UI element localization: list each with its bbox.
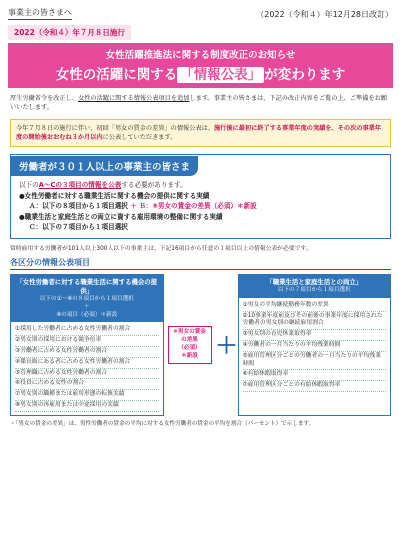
lead-a: 以下の: [19, 181, 39, 190]
top-bar: [0, 0, 401, 20]
opportunity-column: [10, 274, 164, 416]
addressee: 事業主の皆さまへ: [8, 7, 72, 20]
section-body: [11, 176, 390, 238]
large-employer-section: [10, 154, 391, 239]
wage-gap-required: （必須）: [178, 344, 201, 351]
banner-title-pre: 女性の活躍に関する: [55, 67, 178, 83]
balance-title: 「職業生活と家庭生活との両立」: [266, 277, 363, 286]
revision-date: （2022（令和４）年12月28日改訂）: [256, 10, 393, 19]
effective-date-label: 2022（令和４）年７月８日施行: [8, 25, 131, 40]
wage-gap-box: [168, 326, 212, 363]
list-item: ⑤管理職に占める女性労働者の割合: [15, 369, 159, 380]
list-item: ⑦男女別の職種または雇用形態の転換実績: [15, 390, 159, 401]
wage-gap-item: [168, 274, 212, 416]
intro-text-underlined: 女性の活躍に関する情報公表項目を追加: [78, 95, 190, 102]
lead-b: する必要があります。: [121, 181, 187, 190]
item-a: Ａ：以下の８項目から１項目選択: [29, 202, 128, 211]
intro-text-a: 厚生労働省令を改正し、: [10, 95, 79, 102]
item-c: Ｃ：以下の７項目から１項目選択: [29, 223, 128, 232]
list-item: ②10事業年度前及びその前後の事業年度に採用された労働者の男女別の継続雇用割合: [243, 312, 387, 331]
balance-column: [238, 274, 392, 416]
notice-text-c: に公表していただきます。: [102, 133, 177, 141]
list-item: ⑥有給休暇取得率: [243, 370, 387, 381]
list-item: ③男女別の育児休業取得率: [243, 330, 387, 341]
list-item: ③労働者に占める女性労働者の割合: [15, 347, 159, 358]
bullet-opportunity: ●女性労働者に対する職業生活に関する機会の提供に関する実績: [19, 191, 210, 200]
opportunity-sub1: 以下の①～⑧の８項目から１項目選択: [39, 295, 134, 302]
balance-sub: 以下の７項目から１項目選択: [277, 286, 351, 293]
balance-column-header: [239, 275, 391, 298]
list-item: ⑤雇用管理区分ごとの労働者の一月当たりの平均残業時間: [243, 352, 387, 371]
list-item: ④労働者の一月当たりの平均残業時間: [243, 341, 387, 352]
banner-title-post: が変わります: [264, 67, 346, 83]
notice-text-a: 今年７月８日の施行に伴い、初回「男女の賃金の差異」の情報公表は、: [16, 124, 214, 132]
item-a-line: [19, 201, 382, 212]
list-item: ②男女別の採用における競争倍率: [15, 336, 159, 347]
section-lead: [19, 180, 382, 191]
plus-icon: ＋: [215, 334, 238, 360]
banner-title: [8, 63, 393, 83]
list-item: ⑦雇用管理区分ごとの有給休暇取得率: [243, 381, 387, 392]
opportunity-column-header: [11, 275, 163, 322]
notice-box: [10, 119, 391, 148]
items-columns: [10, 274, 391, 416]
list-item: ①採用した労働者に占める女性労働者の割合: [15, 325, 159, 336]
item-b: Ｂ：⑨男女の賃金の差異（必須）＊新設: [139, 202, 257, 211]
section-heading: 労働者が３０１人以上の事業主の皆さま: [11, 156, 198, 176]
list-item: ⑧男女別の再雇用または中途採用の実績: [15, 401, 159, 412]
intro-paragraph: [10, 94, 391, 113]
opportunity-sub3: ⑨の項目（必須）＊新設: [56, 311, 118, 318]
list-item: ①男女の平均継続勤務年数の差異: [243, 301, 387, 312]
footnote: ・「男女の賃金の差異」は、男性労働者の賃金の平均に対する女性労働者の賃金の平均を割合（パーセント）で示します。: [10, 420, 315, 427]
bullet-balance: ●職業生活と家庭生活との両立に資する雇用環境の整備に関する実績: [19, 212, 223, 221]
opportunity-title: 「女性労働者に対する職業生活に関する機会の提供」: [16, 277, 158, 295]
opportunity-list: [11, 322, 163, 415]
plus-sign: ＋: [130, 202, 137, 211]
notice-text-bold: 施行後に最初に終了する事業年度の実績を、その次の事業年度の開始後おおむね３か月以内: [16, 124, 382, 141]
opportunity-sub2: ＋: [83, 303, 90, 310]
list-item: ④係長級にある者に占める女性労働者の割合: [15, 358, 159, 369]
intro-text-b: します。事業主の皆さまは、下記の改正内容をご覧の上、ご準備をお願いいたします。: [10, 95, 387, 112]
lead-emphasis: A～Cの３項目の情報を公表: [38, 181, 122, 190]
title-banner: [8, 43, 393, 88]
mid-size-note: 常時雇用する労働者が101人以上300人以下の事業主は、下記16項目から任意の１項目以上の情報公表が必要です。: [10, 245, 312, 252]
balance-list: [239, 298, 391, 395]
wage-gap-label: ⑨男女の賃金の差異: [173, 329, 206, 344]
banner-subtitle: 女性活躍推進法に関する制度改正のお知らせ: [105, 50, 296, 61]
banner-title-highlight: 「情報公表」: [177, 67, 264, 83]
items-heading: 各区分の情報公表項目: [10, 257, 391, 270]
wage-gap-new: ＊新設: [181, 352, 198, 359]
list-item: ⑥役員に占める女性の割合: [15, 379, 159, 390]
